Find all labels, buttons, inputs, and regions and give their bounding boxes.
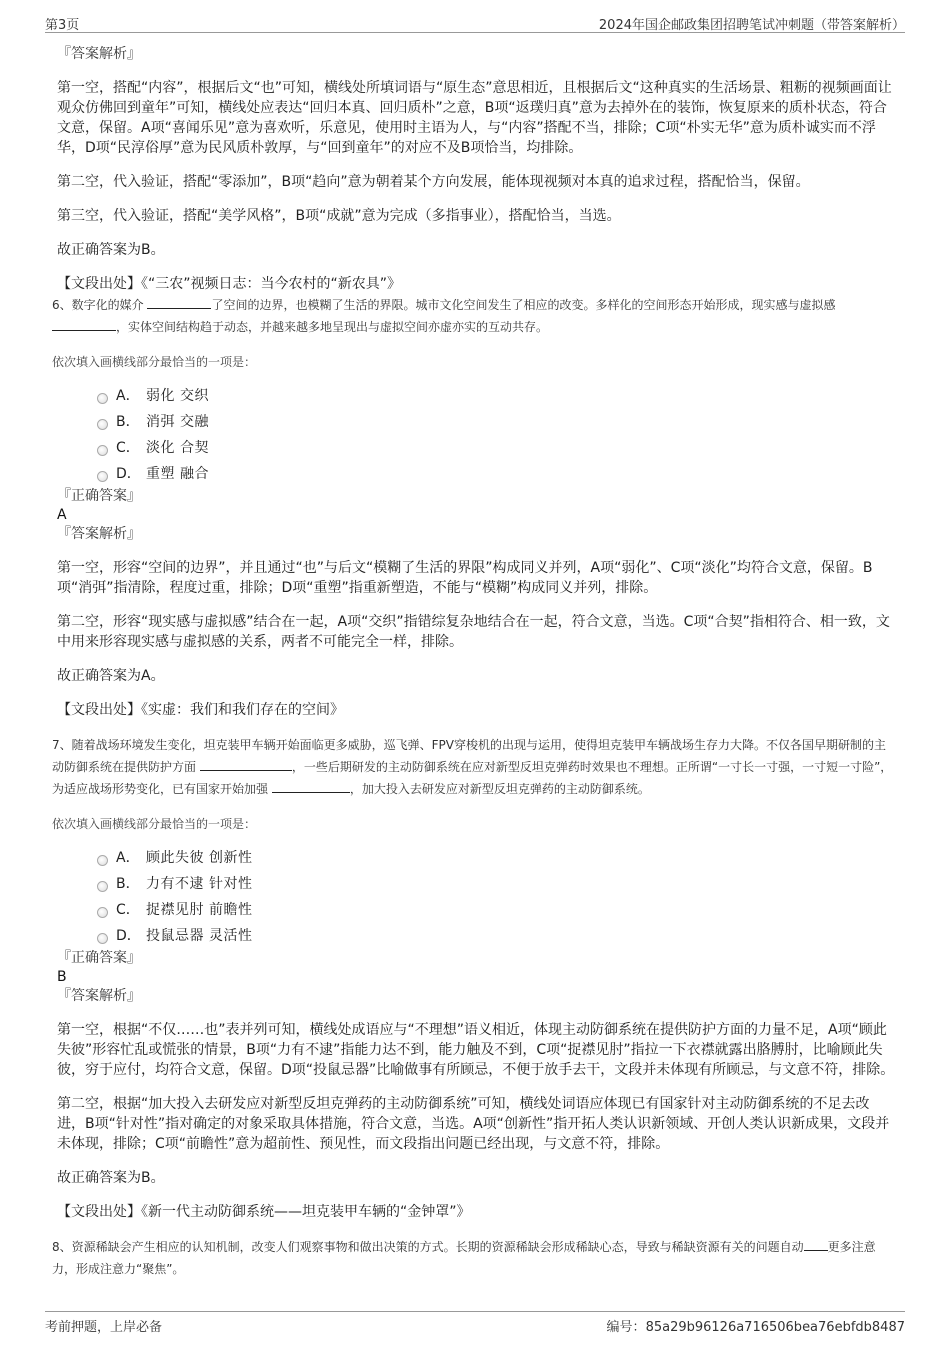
- question-7: 7、随着战场环境发生变化，坦克装甲车辆开始面临更多威胁，巡飞弹、FPV穿梭机的出现与运用，使得坦克装甲车辆战场生存力大降。不仅各国早期研制的主动防御系统在提供防护方面 ，一些后期研发的主动防御系统在应对新型反坦克弹药时效果也不理想。正所谓“一寸长一寸强，一寸短一寸险”，为适应战场形势变化，已有国家开始加强 ，加大投入去研发应对新型反坦克弹药的主动防御系统。: [52, 738, 893, 796]
- question-number: 7、: [52, 738, 72, 752]
- q6-analysis-paragraph: 第一空，形容“空间的边界”，并且通过“也”与后文“模糊了生活的界限”构成同义并列，A项“弱化”、C项“淡化”均符合文意，保留。B项“消弭”指清除，程度过重，排除；D项“重塑”指重新塑造，不能与“模糊”构成同义并列，排除。: [57, 560, 873, 596]
- q7-analysis-paragraph: 第一空，根据“不仅……也”表并列可知，横线处成语应与“不理想”语义相近，体现主动防御系统在提供防护方面的力量不足，A项“顾此失彼”形容忙乱或慌张的情景，B项“力有不逮”指能力达不到，能力触及不到，C项“捉襟见肘”指拉一下衣襟就露出胳膊肘，比喻顾此失彼，穷于应付，均符合文意，保留。D项“投鼠忌器”比喻做事有所顾忌，不便于放手去干，文段并未体现有所顾忌，与文意不符，排除。: [57, 1022, 895, 1078]
- option-b[interactable]: B． 消弭 交融: [57, 408, 897, 434]
- document-id: 编号：85a29b96126a716506bea76ebfdb8487: [606, 1320, 905, 1335]
- radio-button[interactable]: [97, 855, 108, 866]
- correct-answer: A: [57, 507, 67, 523]
- q5-conclusion: 故正确答案为B。: [57, 242, 165, 258]
- option-c[interactable]: C． 淡化 合契: [57, 434, 897, 460]
- q7-options: [57, 844, 897, 948]
- fill-blank: [804, 1236, 828, 1251]
- radio-button[interactable]: [97, 393, 108, 404]
- fill-blank: [147, 294, 211, 309]
- document-body: [52, 44, 897, 1280]
- page-footer: [45, 1311, 905, 1336]
- q5-analysis-paragraph: 第二空，代入验证，搭配“零添加”，B项“趋向”意为朝着某个方向发展，能体现视频对本真的追求过程，搭配恰当，保留。: [57, 174, 810, 190]
- question-8: 8、资源稀缺会产生相应的认知机制，改变人们观察事物和做出决策的方式。长期的资源稀缺会形成稀缺心态，导致与稀缺资源有关的问题自动 更多注意力，形成注意力“聚焦”。: [52, 1236, 897, 1280]
- question-prompt: 依次填入画横线部分最恰当的一项是：: [52, 817, 257, 831]
- option-c[interactable]: C． 捉襟见肘 前瞻性: [57, 896, 897, 922]
- radio-button[interactable]: [97, 881, 108, 892]
- analysis-label: 『答案解析』: [57, 526, 141, 542]
- fill-blank: [52, 316, 116, 331]
- page-number: 第3页: [45, 18, 80, 33]
- radio-button[interactable]: [97, 933, 108, 944]
- option-a[interactable]: A． 弱化 交织: [57, 382, 897, 408]
- analysis-label: 『答案解析』: [57, 988, 141, 1004]
- analysis-label: 『答案解析』: [57, 46, 141, 62]
- correct-answer-label: 『正确答案』: [57, 950, 141, 966]
- correct-answer: B: [57, 969, 67, 985]
- q6-options: [57, 382, 897, 486]
- option-d[interactable]: D． 投鼠忌器 灵活性: [57, 922, 897, 948]
- option-d[interactable]: D． 重塑 融合: [57, 460, 897, 486]
- radio-button[interactable]: [97, 471, 108, 482]
- document-title: 2024年国企邮政集团招聘笔试冲刺题（带答案解析）: [598, 18, 905, 33]
- page-header: [45, 10, 905, 33]
- q6-conclusion: 故正确答案为A。: [57, 668, 165, 684]
- question-6: 6、数字化的媒介 了空间的边界，也模糊了生活的界限。城市文化空间发生了相应的改变。多样化的空间形态开始形成，现实感与虚拟感 ，实体空间结构趋于动态，并越来越多地呈现出与虚拟空间亦虚亦实的互动共存。: [52, 294, 897, 338]
- q5-analysis-paragraph: 第一空，搭配“内容”，根据后文“也”可知，横线处所填词语与“原生态”意思相近，且根据后文“这种真实的生活场景、粗粝的视频画面让观众仿佛回到童年”可知，横线处应表达“回归本真、回归质朴”之意，B项“返璞归真”意为去掉外在的装饰，恢复原来的质朴状态，符合文意，保留。A项“喜闻乐见”意为喜欢听，乐意见，使用时主语为人，与“内容”搭配不当，排除；C项“朴实无华”意为质朴诚实而不浮华，D项“民淳俗厚”意为民风质朴敦厚，与“回到童年”的对应不及B项恰当，均排除。: [57, 80, 892, 156]
- footer-slogan: 考前押题，上岸必备: [45, 1320, 163, 1335]
- radio-button[interactable]: [97, 445, 108, 456]
- question-number: 6、: [52, 298, 72, 312]
- fill-blank: [272, 778, 350, 793]
- option-a[interactable]: A． 顾此失彼 创新性: [57, 844, 897, 870]
- q7-analysis-paragraph: 第二空，根据“加大投入去研发应对新型反坦克弹药的主动防御系统”可知，横线处词语应体现已有国家针对主动防御系统的不足去改进，B项“针对性”指对确定的对象采取具体措施，符合文意，当选。A项“创新性”指开拓人类认识新领域、开创人类认识新成果，文段并未体现，排除；C项“前瞻性”意为超前性、预见性，而文段指出问题已经出现，与文意不符，排除。: [57, 1096, 890, 1152]
- q7-source: 【文段出处】《新一代主动防御系统——坦克装甲车辆的“金钟罩”》: [57, 1204, 471, 1220]
- q7-conclusion: 故正确答案为B。: [57, 1170, 165, 1186]
- fill-blank: [200, 756, 292, 771]
- q5-analysis-paragraph: 第三空，代入验证，搭配“美学风格”，B项“成就”意为完成（多指事业），搭配恰当，当选。: [57, 208, 621, 224]
- q5-source: 【文段出处】《“三农”视频日志：当今农村的“新农具”》: [57, 276, 402, 292]
- radio-button[interactable]: [97, 419, 108, 430]
- q6-analysis-paragraph: 第二空，形容“现实感与虚拟感”结合在一起，A项“交织”指错综复杂地结合在一起，符合文意，当选。C项“合契”指相符合、相一致，文中用来形容现实感与虚拟感的关系，两者不可能完全一样，排除。: [57, 614, 890, 650]
- q6-source: 【文段出处】《实虚：我们和我们存在的空间》: [57, 702, 344, 718]
- correct-answer-label: 『正确答案』: [57, 488, 141, 504]
- option-b[interactable]: B． 力有不逮 针对性: [57, 870, 897, 896]
- question-prompt: 依次填入画横线部分最恰当的一项是：: [52, 355, 257, 369]
- question-number: 8、: [52, 1240, 72, 1254]
- radio-button[interactable]: [97, 907, 108, 918]
